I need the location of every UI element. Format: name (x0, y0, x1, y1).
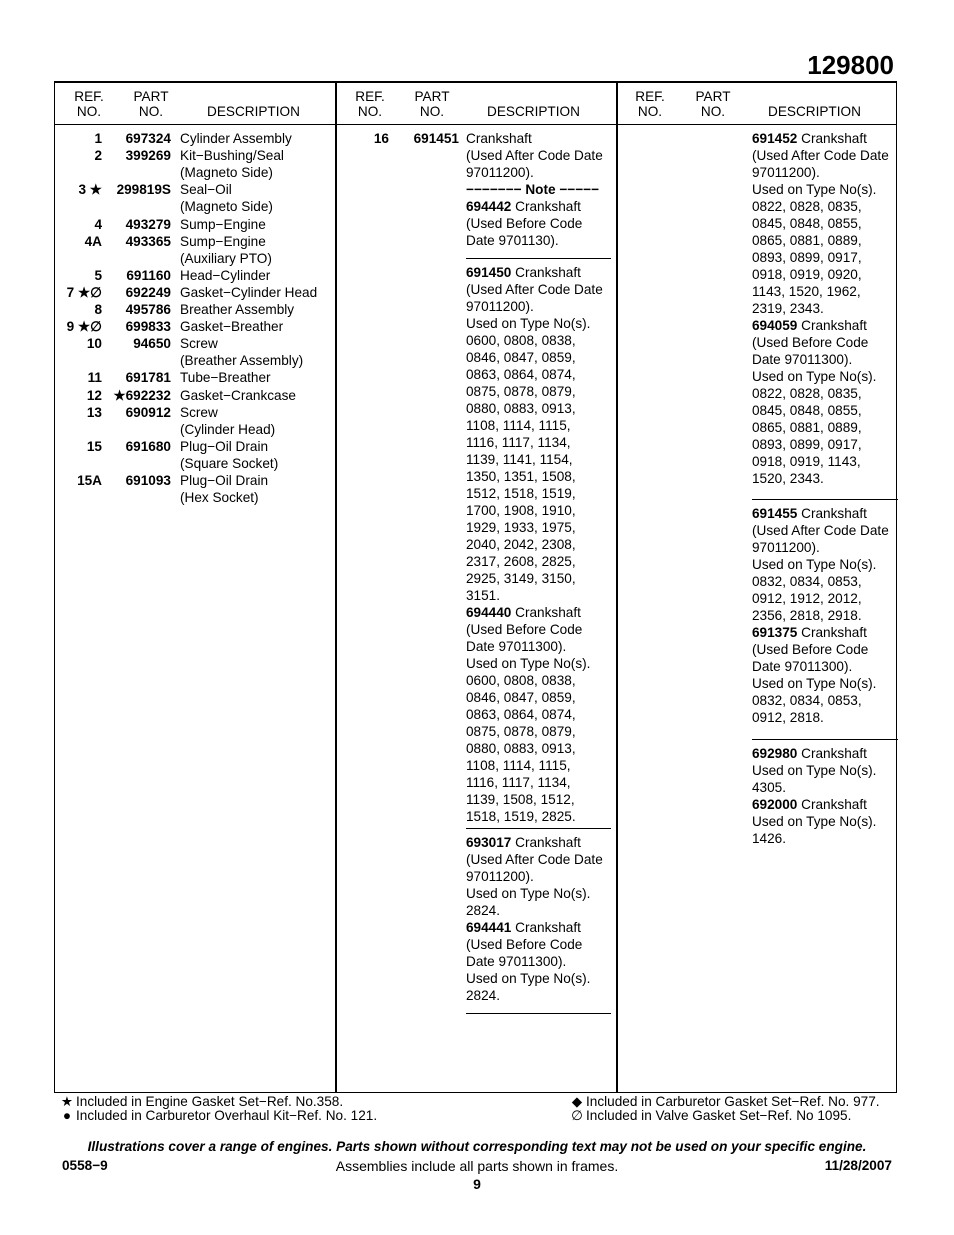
ref-number: 2 (94, 148, 102, 164)
ref-number: 12 (86, 387, 102, 403)
part-description: (Auxiliary PTO) (180, 250, 272, 266)
desc-line: 4305. (752, 780, 787, 795)
parts-row (55, 284, 335, 301)
part-description: Gasket−Cylinder Head (180, 284, 318, 300)
description-header: DESCRIPTION (768, 104, 861, 119)
ref-no-header (632, 89, 668, 119)
part-number: 692980 (752, 746, 798, 761)
block-separator (752, 499, 898, 500)
note-divider: −−−−−−− Note −−−−− (466, 182, 600, 197)
ref-number: 4A (84, 233, 102, 249)
part-number: 694442 (466, 199, 512, 214)
header-label: NO. (138, 104, 164, 119)
header-label: NO. (637, 104, 663, 119)
crankshaft-block-5 (752, 505, 889, 726)
part-description: Seal−Oil (180, 182, 232, 198)
desc-line: Used on Type No(s). (752, 182, 877, 197)
document-number: 129800 (807, 50, 894, 80)
part-desc: Crankshaft (511, 605, 581, 620)
parts-row (55, 216, 335, 233)
part-description: (Magneto Side) (180, 165, 273, 181)
header-label: NO. (419, 104, 445, 119)
parts-row (55, 352, 335, 369)
ref-no-header (71, 89, 107, 119)
desc-line: 97011200). (466, 869, 534, 884)
footnote-text: Included in Valve Gasket Set−Ref. No 1095. (586, 1108, 852, 1123)
desc-line: Used on Type No(s). (466, 971, 591, 986)
desc-line: Used on Type No(s). (466, 316, 591, 331)
parts-row (55, 301, 335, 318)
type-numbers-line: 1139, 1141, 1154, (466, 452, 573, 467)
part-no-header (691, 89, 735, 119)
desc-line: Crankshaft (466, 131, 532, 146)
type-numbers-line: 1108, 1114, 1115, (466, 418, 571, 433)
header-label: REF. (355, 89, 385, 104)
type-numbers-line: 0600, 0808, 0838, (466, 333, 576, 348)
block-separator (752, 739, 898, 740)
type-numbers-line: 0822, 0828, 0835, (752, 386, 862, 401)
type-numbers-line: 3151. (466, 588, 501, 603)
ref-number: 1 (94, 131, 102, 146)
part-description: Cylinder Assembly (180, 131, 292, 146)
desc-line: Date 97011300). (466, 954, 567, 969)
type-numbers-line: 0912, 1912, 2012, (752, 591, 862, 606)
type-numbers-line: 0846, 0847, 0859, (466, 350, 576, 365)
part-line (752, 745, 876, 762)
description-header: DESCRIPTION (207, 104, 300, 119)
part-number: 691452 (752, 131, 798, 146)
desc-line: Used on Type No(s). (752, 369, 877, 384)
part-line (466, 919, 603, 936)
column-separator (335, 83, 337, 1092)
part-line (466, 834, 603, 851)
type-numbers-line: 0845, 0848, 0855, (752, 403, 862, 418)
desc-line: (Used After Code Date (466, 852, 603, 867)
type-numbers-line: 0893, 0899, 0917, (752, 437, 862, 452)
part-line (752, 317, 889, 334)
part-line (752, 796, 876, 813)
part-number: 299819S (116, 182, 171, 198)
type-numbers-line: 0822, 0828, 0835, (752, 199, 862, 214)
part-number: 94650 (133, 336, 171, 352)
part-number: 691450 (466, 265, 512, 280)
type-numbers-line: 0893, 0899, 0917, (752, 250, 862, 265)
header-label: NO. (357, 104, 383, 119)
ref-number: 16 (373, 131, 389, 146)
footnote-engine-gasket (58, 1095, 343, 1109)
parts-row (55, 369, 335, 386)
parts-row (55, 387, 335, 404)
block-separator (466, 1013, 611, 1014)
disclaimer: Illustrations cover a range of engines. Parts shown without corresponding text may not be used on your specific engine. (87, 1139, 867, 1154)
ref-number: 3 ★ (78, 182, 102, 198)
diamond-icon: ◆ (571, 1094, 583, 1109)
block-separator (466, 828, 611, 829)
type-numbers-line: 0875, 0878, 0879, (466, 384, 576, 399)
column-separator (616, 83, 618, 1092)
parts-row (55, 489, 335, 506)
type-numbers-line: 0600, 0808, 0838, (466, 673, 576, 688)
part-number: 694441 (466, 920, 512, 935)
part-description: Breather Assembly (180, 302, 295, 317)
header-label: PART (133, 89, 169, 104)
parts-row (55, 181, 335, 198)
part-line (752, 505, 889, 522)
type-numbers-line: 1512, 1518, 1519, (466, 486, 576, 501)
part-number: 691781 (125, 370, 171, 386)
type-list (466, 672, 603, 825)
parts-row (55, 267, 335, 284)
header-label: REF. (74, 89, 104, 104)
type-numbers-line: 2356, 2818, 2918. (752, 608, 862, 623)
desc-line: 2824. (466, 903, 501, 918)
part-number: 493365 (125, 233, 171, 249)
parts-row (55, 233, 335, 250)
parts-row (55, 250, 335, 267)
part-description: Screw (180, 404, 218, 420)
part-number: 690912 (125, 404, 171, 420)
desc-line: (Used After Code Date (466, 148, 603, 163)
part-description: Sump−Engine (180, 216, 266, 232)
empty-set-icon: ∅ (571, 1108, 583, 1123)
type-numbers-line: 1116, 1117, 1134, (466, 775, 571, 790)
header-label: NO. (700, 104, 726, 119)
part-description: Head−Cylinder (180, 267, 271, 283)
desc-line: (Used After Code Date (752, 523, 889, 538)
part-description: Sump−Engine (180, 233, 266, 249)
type-numbers-line: 0832, 0834, 0853, (752, 574, 862, 589)
part-desc: Crankshaft (797, 131, 867, 146)
ref-number: 11 (87, 370, 102, 386)
part-line (752, 130, 889, 147)
part-number: 493279 (125, 216, 171, 232)
document-code: 0558−9 (62, 1158, 108, 1173)
parts-row (55, 455, 335, 472)
desc-line: Used on Type No(s). (752, 676, 877, 691)
type-numbers-line: 1520, 2343. (752, 471, 824, 486)
type-numbers-line: 0863, 0864, 0874, (466, 707, 576, 722)
bullet-icon: ● (62, 1108, 72, 1123)
footnote-text: Included in Engine Gasket Set−Ref. No.358. (76, 1094, 344, 1109)
part-desc: Crankshaft (797, 625, 867, 640)
ref-number: 9 ★∅ (66, 319, 102, 335)
parts-row (55, 438, 335, 455)
part-description: Gasket−Crankcase (180, 387, 296, 403)
part-description: Plug−Oil Drain (180, 473, 269, 488)
part-description: (Hex Socket) (180, 490, 259, 506)
type-numbers-line: 1143, 1520, 1962, (752, 284, 861, 299)
desc-line: (Used Before Code (466, 216, 583, 231)
part-desc: Crankshaft (511, 199, 581, 214)
type-numbers-line: 2319, 2343. (752, 301, 824, 316)
type-list (752, 573, 889, 624)
crankshaft-block-4 (752, 130, 889, 487)
desc-line: 97011200). (752, 165, 820, 180)
part-number: 691451 (413, 131, 459, 146)
part-description: Kit−Bushing/Seal (180, 148, 284, 164)
type-numbers-line: 0863, 0864, 0874, (466, 367, 576, 382)
desc-line: 1426. (752, 831, 787, 846)
star-icon: ★ (60, 1094, 74, 1109)
parts-row (55, 318, 335, 335)
footnote-valve-gasket (568, 1109, 851, 1123)
ref-number: 13 (86, 404, 102, 420)
desc-line: Used on Type No(s). (752, 763, 877, 778)
desc-line: Date 97011300). (466, 639, 567, 654)
description-header: DESCRIPTION (487, 104, 580, 119)
header-rule (55, 124, 896, 125)
part-number: ★692232 (113, 387, 171, 403)
ref-number: 4 (94, 216, 102, 232)
part-line (752, 624, 889, 641)
desc-line: Date 97011300). (752, 659, 853, 674)
ref-number: 7 ★∅ (66, 284, 102, 300)
header-label: PART (414, 89, 450, 104)
desc-line: 97011200). (466, 299, 534, 314)
ref-number: 15 (86, 438, 102, 454)
part-number: 399269 (125, 148, 171, 164)
type-list (752, 692, 889, 726)
part-desc: Crankshaft (511, 920, 581, 935)
parts-row (55, 335, 335, 352)
type-list (752, 198, 889, 317)
crankshaft-block-2 (466, 264, 603, 825)
type-numbers-line: 1929, 1933, 1975, (466, 520, 576, 535)
part-description: (Breather Assembly) (180, 353, 304, 369)
part-number: 691093 (125, 473, 171, 488)
type-numbers-line: 1350, 1351, 1508, (466, 469, 576, 484)
type-numbers-line: 1139, 1508, 1512, (466, 792, 575, 807)
type-numbers-line: 0912, 2818. (752, 710, 824, 725)
part-desc: Crankshaft (511, 835, 581, 850)
part-desc: Crankshaft (797, 506, 867, 521)
part-number: 495786 (125, 302, 171, 317)
ref-number: 8 (94, 302, 102, 317)
desc-line: Used on Type No(s). (466, 656, 591, 671)
type-numbers-line: 1116, 1117, 1134, (466, 435, 571, 450)
type-numbers-line: 0846, 0847, 0859, (466, 690, 576, 705)
header-label: PART (695, 89, 731, 104)
part-desc: Crankshaft (511, 265, 581, 280)
desc-line: Date 9701130). (466, 233, 559, 248)
header-label: REF. (635, 89, 665, 104)
type-numbers-line: 0918, 0919, 1143, (752, 454, 861, 469)
part-line (466, 264, 603, 281)
desc-line: (Used Before Code (752, 642, 869, 657)
parts-table (54, 81, 897, 1093)
desc-line: (Used After Code Date (752, 148, 889, 163)
part-number: 692249 (125, 284, 171, 300)
part-description: (Magneto Side) (180, 199, 273, 215)
part-description: Screw (180, 336, 218, 352)
desc-line: (Used Before Code (466, 622, 583, 637)
type-numbers-line: 1700, 1908, 1910, (466, 503, 576, 518)
parts-row (55, 164, 335, 181)
part-line (466, 198, 603, 215)
desc-line: Used on Type No(s). (466, 886, 591, 901)
type-numbers-line: 2925, 3149, 3150, (466, 571, 576, 586)
crankshaft-block-1 (466, 130, 603, 249)
desc-line: 97011200). (752, 540, 820, 555)
part-description: (Cylinder Head) (180, 421, 276, 437)
type-numbers-line: 2317, 2608, 2825, (466, 554, 576, 569)
parts-row (55, 198, 335, 215)
parts-row (55, 472, 335, 489)
desc-line: 97011200). (466, 165, 534, 180)
part-desc: Crankshaft (797, 746, 867, 761)
type-numbers-line: 0918, 0919, 0920, (752, 267, 862, 282)
part-number: 691455 (752, 506, 798, 521)
type-numbers-line: 0865, 0881, 0889, (752, 233, 862, 248)
footnote-carb-overhaul (58, 1109, 377, 1123)
part-no-header (129, 89, 173, 119)
type-list (466, 332, 603, 604)
part-description: (Square Socket) (180, 455, 279, 471)
type-numbers-line: 0845, 0848, 0855, (752, 216, 862, 231)
part-desc: Crankshaft (797, 797, 867, 812)
page-number: 9 (473, 1176, 481, 1192)
document-date: 11/28/2007 (824, 1158, 892, 1173)
part-number: 697324 (125, 131, 171, 146)
desc-line: Date 97011300). (752, 352, 853, 367)
ref-number: 15A (77, 473, 102, 488)
ref-no-header (352, 89, 388, 119)
part-number: 691680 (125, 438, 171, 454)
type-list (752, 385, 889, 487)
crankshaft-block-6 (752, 745, 876, 847)
footnote-carb-gasket (568, 1095, 880, 1109)
desc-line: (Used Before Code (466, 937, 583, 952)
type-numbers-line: 0875, 0878, 0879, (466, 724, 576, 739)
part-no-header (410, 89, 454, 119)
part-description: Plug−Oil Drain (180, 438, 269, 454)
parts-row (55, 404, 335, 421)
part-number: 694440 (466, 605, 512, 620)
type-numbers-line: 0865, 0881, 0889, (752, 420, 862, 435)
header-label: NO. (76, 104, 102, 119)
part-description: Gasket−Breather (180, 319, 284, 335)
block-separator (466, 258, 611, 259)
footnote-text: Included in Carburetor Overhaul Kit−Ref. No. 121. (76, 1108, 378, 1123)
type-numbers-line: 0880, 0883, 0913, (466, 401, 576, 416)
crankshaft-block-3 (466, 834, 603, 1004)
part-number: 691160 (126, 267, 171, 283)
desc-line: (Used Before Code (752, 335, 869, 350)
desc-line: (Used After Code Date (466, 282, 603, 297)
parts-row (55, 130, 335, 147)
ref-number: 5 (94, 267, 102, 283)
assemblies-note: Assemblies include all parts shown in frames. (335, 1158, 619, 1174)
part-desc: Crankshaft (797, 318, 867, 333)
parts-row (55, 421, 335, 438)
desc-line: Used on Type No(s). (752, 814, 877, 829)
part-description: Tube−Breather (180, 370, 271, 386)
type-numbers-line: 0880, 0883, 0913, (466, 741, 576, 756)
footnote-text: Included in Carburetor Gasket Set−Ref. No. 977. (586, 1094, 880, 1109)
type-numbers-line: 1518, 1519, 2825. (466, 809, 576, 824)
type-numbers-line: 0832, 0834, 0853, (752, 693, 862, 708)
part-number: 699833 (125, 319, 171, 335)
part-number: 692000 (752, 797, 798, 812)
type-numbers-line: 1108, 1114, 1115, (466, 758, 571, 773)
type-numbers-line: 2040, 2042, 2308, (466, 537, 576, 552)
part-line (466, 604, 603, 621)
desc-line: 2824. (466, 988, 501, 1003)
parts-row (55, 147, 335, 164)
desc-line: Used on Type No(s). (752, 557, 877, 572)
part-number: 693017 (466, 835, 512, 850)
part-number: 694059 (752, 318, 798, 333)
ref-number: 10 (86, 336, 102, 352)
part-number: 691375 (752, 625, 798, 640)
